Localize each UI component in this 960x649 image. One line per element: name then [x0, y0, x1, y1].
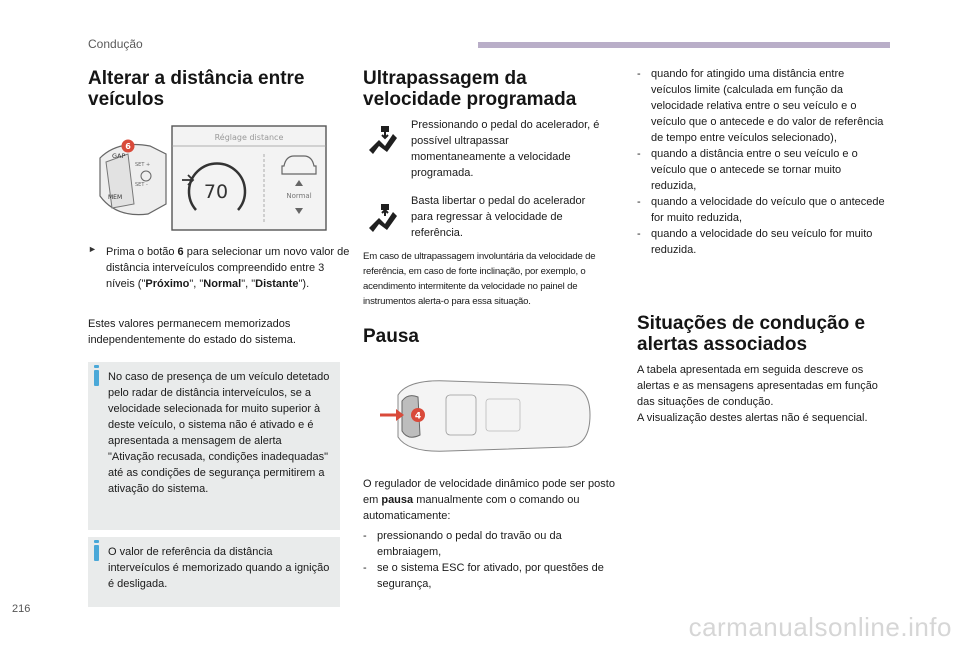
- list-item: - pressionando o pedal do travão ou da embraiagem,: [363, 528, 615, 560]
- header-bar: [478, 42, 890, 48]
- distance-illustration: [88, 118, 338, 236]
- section-label: Condução: [88, 37, 143, 51]
- gauge-value: 70: [203, 181, 229, 203]
- release-text: Basta libertar o pedal do acelerador para regressar à velocidade de referência.: [411, 195, 586, 239]
- stalk-label-set-plus: SET +: [135, 162, 151, 168]
- step-text: Prima o botão 6 para selecionar um novo valor de distância interveículos compreendido entre 3 níveis ("Próximo", "Normal", "Distante").: [106, 246, 350, 290]
- display-title: Réglage distance: [214, 133, 284, 142]
- stalk-label-gap: GAP: [112, 152, 126, 160]
- info-text-1: No caso de presença de um veículo detetado pelo radar de distância interveículos, se a velocidade selecionada for muito superior à deste veículo, o sistema não é ativado e é apresentada a mensagem de alerta "Ativação recusada, condições inadequadas" até as condições de segurança permitirem a ativação do sistema.: [108, 371, 330, 495]
- step-arrow-icon: ►: [88, 244, 97, 254]
- list-item: - quando a velocidade do seu veículo for muito reduzida.: [637, 226, 887, 258]
- press-text: Pressionando o pedal do acelerador, é possível ultrapassar momentaneamente a velocidade programada.: [411, 119, 600, 179]
- situations-note: A visualização destes alertas não é sequencial.: [637, 412, 868, 424]
- pedal-press-icon: [363, 120, 403, 164]
- step-select-distance: [88, 244, 356, 292]
- list-item: - se o sistema ESC for ativado, por questões de segurança,: [363, 560, 615, 592]
- title-pause: Pausa: [363, 326, 419, 347]
- stalk-label-mem: MEM: [108, 194, 123, 201]
- info-icon: [94, 370, 99, 386]
- page-number: 216: [12, 603, 31, 615]
- info-text-2: O valor de referência da distância interveículos é memorizado quando a ignição é desligada.: [108, 546, 330, 590]
- info-box-2: [88, 537, 340, 607]
- watermark: carmanualsonline.info: [688, 612, 952, 642]
- info-icon: [94, 545, 99, 561]
- pause-text: O regulador de velocidade dinâmico pode ser posto em pausa manualmente com o comando ou automaticamente:: [363, 478, 615, 522]
- pedal-release-icon: [363, 198, 403, 242]
- override-note: Em caso de ultrapassagem involuntária da velocidade de referência, em caso de forte inclinação, por exemplo, o acendimento intermitente da velocidade no painel de instrumentos alerta-o para essa situação.: [363, 251, 596, 307]
- gap-level: Normal: [286, 192, 312, 200]
- title-distance: Alterar a distância entre veículos: [88, 68, 305, 110]
- list-item: - quando a distância entre o seu veículo e o veículo que o antecede se tornar muito reduzida,: [637, 146, 887, 194]
- memorized-text: Estes valores permanecem memorizados independentemente do estado do sistema.: [88, 318, 296, 346]
- pause-illustration: [368, 375, 598, 457]
- list-item: - quando for atingido uma distância entre veículos limite (calculada em função da velocidade relativa entre o seu veículo e o veículo que o antecede e do valor de referência de tempo entre veículos selecionado),: [637, 66, 887, 146]
- situations-intro: A tabela apresentada em seguida descreve os alertas e as mensagens apresentadas em função das situações de condução.: [637, 364, 878, 408]
- title-override: Ultrapassagem da velocidade programada: [363, 68, 577, 110]
- title-situations: Situações de condução e alertas associados: [637, 313, 866, 355]
- pause-list: [363, 528, 615, 592]
- info-box-1: [88, 362, 340, 530]
- list-item: - quando a velocidade do veículo que o antecede for muito reduzida,: [637, 194, 887, 226]
- callout-4-label: 4: [414, 411, 422, 422]
- stalk-label-set-minus: SET -: [135, 182, 148, 188]
- callout-6-label: 6: [125, 142, 131, 151]
- condition-list: [637, 66, 887, 258]
- figure-distance: [88, 118, 338, 236]
- figure-pause: [368, 375, 598, 457]
